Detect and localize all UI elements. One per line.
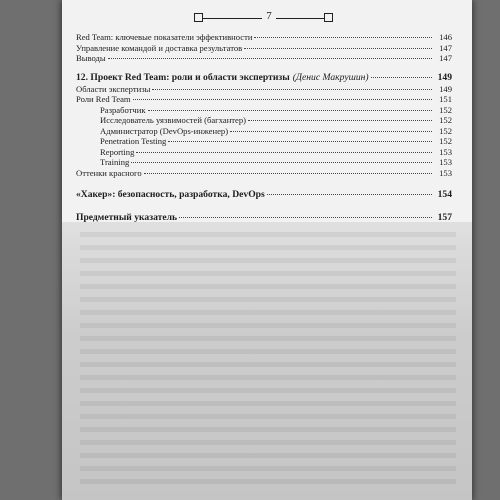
- toc-entry-page: 151: [439, 94, 452, 104]
- toc-entry[interactable]: [76, 168, 452, 179]
- index-page: 157: [437, 212, 452, 223]
- leader-dots: [133, 98, 432, 100]
- appendix-heading[interactable]: [76, 188, 452, 201]
- chapter-page: 149: [437, 71, 452, 83]
- leader-dots: [371, 76, 432, 78]
- toc-subentry[interactable]: [76, 147, 452, 158]
- chapter-title: 12. Проект Red Team: роли и области экспертизы (Денис Макрушин): [76, 71, 369, 83]
- show-through-lines: [80, 232, 456, 490]
- header-ornament-right-icon: [324, 13, 333, 22]
- toc-entry-page: 152: [439, 125, 452, 136]
- toc-subentry[interactable]: [76, 157, 452, 168]
- toc-entry-page: 147: [439, 53, 452, 63]
- toc-entry[interactable]: [76, 43, 452, 54]
- toc-subentry[interactable]: [76, 126, 452, 137]
- leader-dots: [179, 216, 432, 218]
- toc-entry-page: 152: [439, 104, 452, 115]
- leader-dots: [148, 109, 432, 111]
- toc-subentry[interactable]: [76, 136, 452, 147]
- leader-dots: [254, 36, 432, 38]
- index-title: Предметный указатель: [76, 212, 178, 223]
- appendix-title: «Хакер»: безопасность, разработка, DevOps: [76, 189, 265, 200]
- toc-entry-page: 152: [439, 136, 452, 146]
- header-rule-left: [202, 18, 262, 19]
- toc-entry-title: Red Team: ключевые показатели эффективности: [76, 32, 253, 42]
- leader-dots: [267, 193, 432, 195]
- toc-entry-page: 153: [439, 146, 452, 157]
- toc-subentry[interactable]: [76, 105, 452, 116]
- toc-entry[interactable]: [76, 94, 452, 105]
- book-page: [62, 0, 472, 500]
- table-of-contents: [76, 32, 452, 224]
- leader-dots: [131, 161, 432, 163]
- page-header: [62, 10, 472, 26]
- toc-entry-title: Исследователь уязвимостей (багхантер): [100, 115, 247, 125]
- toc-entry-title: Управление командой и доставка результатов: [76, 42, 243, 53]
- toc-entry-title: Training: [100, 157, 130, 167]
- chapter-heading[interactable]: [76, 71, 452, 84]
- toc-entry-title: Администратор (DevOps-инженер): [100, 125, 229, 136]
- toc-entry[interactable]: [76, 32, 452, 43]
- toc-entry-title: Области экспертизы: [76, 83, 151, 94]
- toc-entry-page: 149: [439, 83, 452, 94]
- leader-dots: [108, 57, 432, 59]
- toc-entry-page: 147: [439, 42, 452, 53]
- toc-entry[interactable]: [76, 84, 452, 95]
- page-number: 7: [266, 10, 272, 22]
- toc-entry-title: Выводы: [76, 53, 106, 63]
- header-rule-right: [276, 18, 326, 19]
- toc-entry-title: Разработчик: [100, 104, 146, 115]
- toc-entry-page: 152: [439, 115, 452, 125]
- toc-entry-title: Оттенки красного: [76, 167, 142, 178]
- leader-dots: [144, 172, 432, 174]
- leader-dots: [244, 47, 432, 49]
- toc-entry-page: 153: [439, 157, 452, 167]
- index-heading[interactable]: [76, 211, 452, 224]
- toc-entry-title: Penetration Testing: [100, 136, 167, 146]
- toc-entry-page: 153: [439, 167, 452, 178]
- leader-dots: [168, 140, 432, 142]
- toc-entry-page: 146: [439, 32, 452, 42]
- leader-dots: [248, 119, 432, 121]
- toc-subentry[interactable]: [76, 115, 452, 126]
- leader-dots: [136, 151, 432, 153]
- toc-entry-title: Reporting: [100, 146, 135, 157]
- toc-entry[interactable]: [76, 53, 452, 64]
- leader-dots: [230, 130, 432, 132]
- chapter-author: (Денис Макрушин): [292, 71, 369, 83]
- leader-dots: [152, 88, 432, 90]
- toc-entry-title: Роли Red Team: [76, 94, 131, 104]
- appendix-page: 154: [437, 189, 452, 200]
